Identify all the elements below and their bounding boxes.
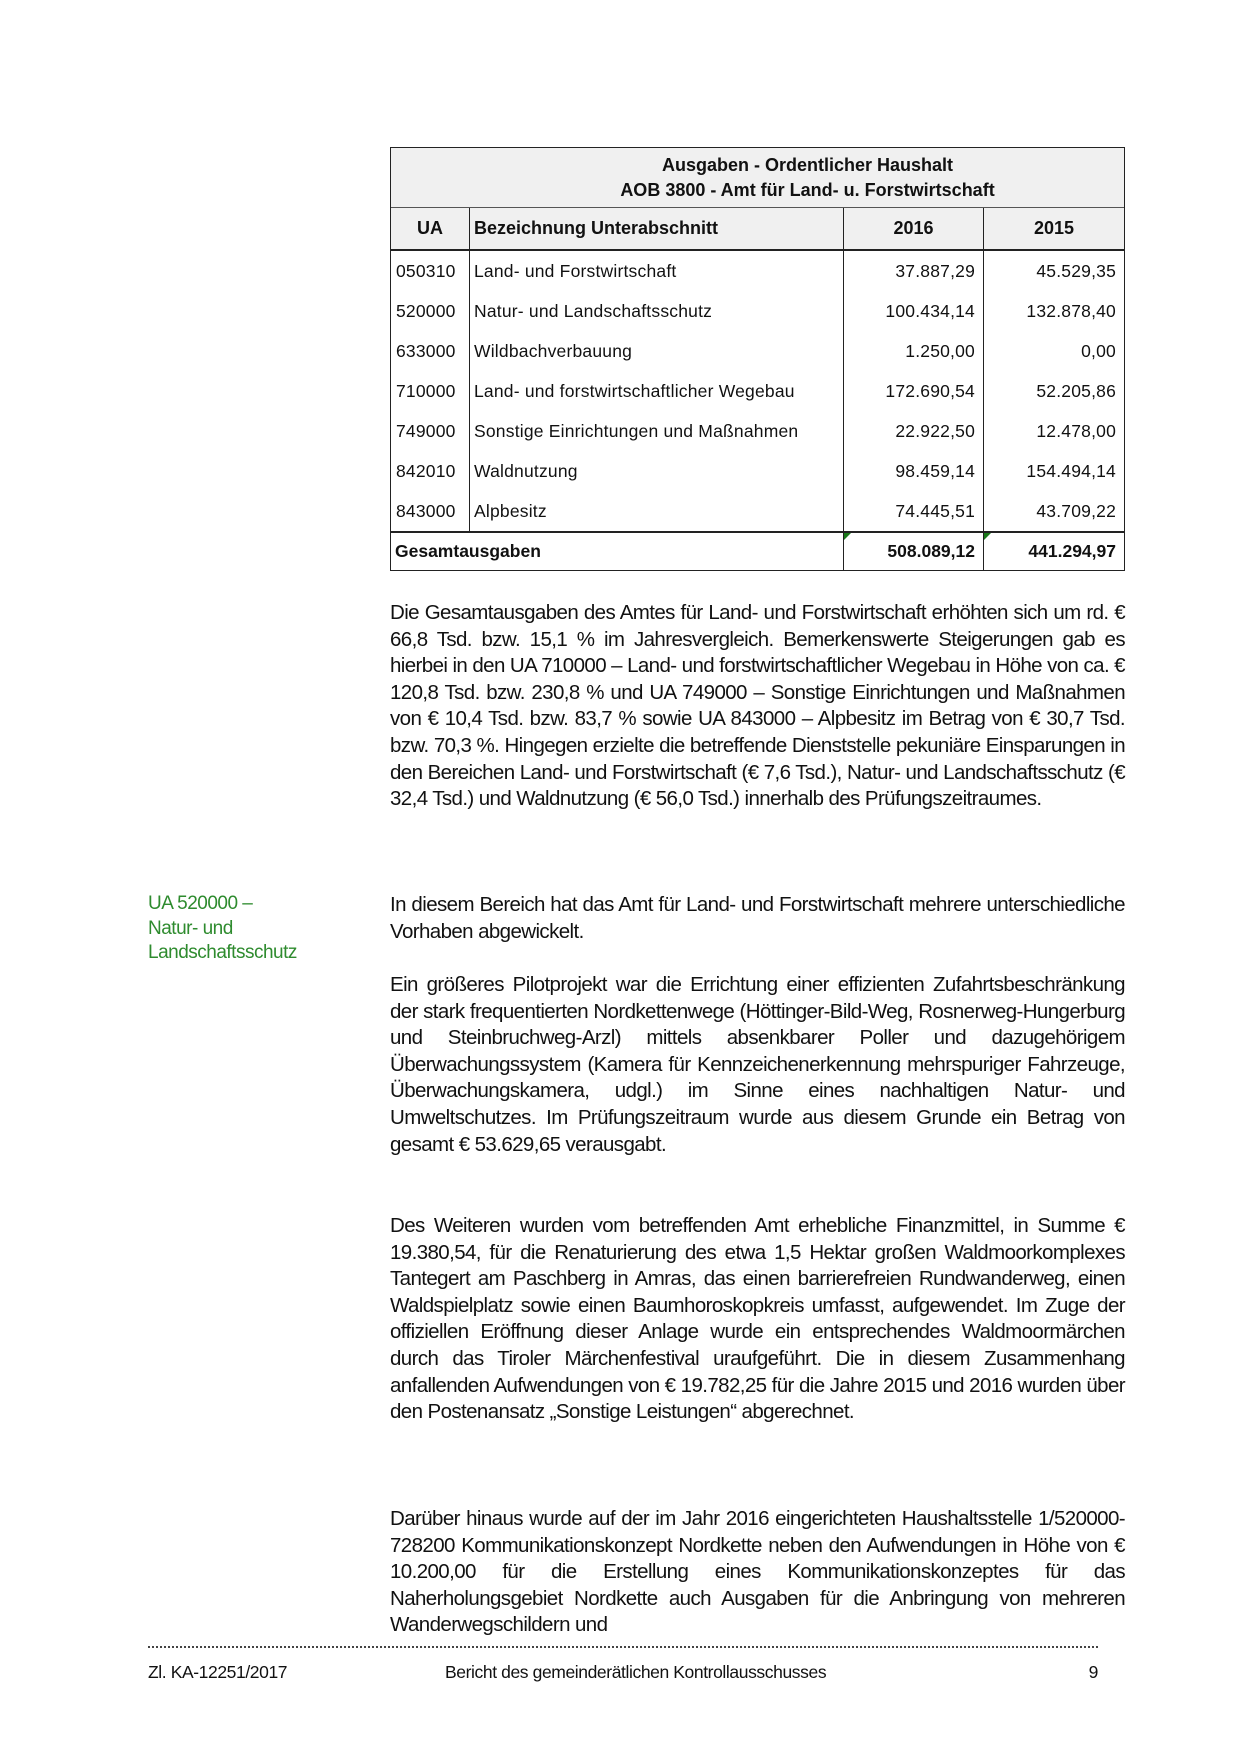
table-title-line2: AOB 3800 - Amt für Land- u. Forstwirtschaft [620, 179, 995, 200]
paragraph-summary [390, 600, 1125, 813]
table-row [391, 491, 1124, 531]
paragraph-communication-concept [390, 1506, 1125, 1639]
cell-2015: 154.494,14 [1026, 460, 1116, 481]
cell-ua: 633000 [391, 331, 470, 371]
cell-2016: 100.434,14 [844, 291, 984, 331]
total-2015 [984, 533, 1124, 570]
cell-name: Sonstige Einrichtungen und Maßnahmen [470, 411, 844, 451]
header-2016: 2016 [844, 208, 984, 249]
cell-ua: 843000 [391, 491, 470, 531]
margin-note-line2: Natur- und [148, 917, 233, 939]
cell-2016: 37.887,29 [844, 251, 984, 291]
table-title [391, 148, 1124, 208]
cell-name: Land- und forstwirtschaftlicher Wegebau [470, 371, 844, 411]
table-header-row [391, 208, 1124, 251]
paragraph-text: Ein größeres Pilotprojekt war die Errichtung einer effizienten Zufahrtsbeschränkung der stark frequentierten Nordkettenwege (Höttinger-Bild-Weg, Rosnerweg-Hungerburg und Steinbruchweg-Arzl) mittels absenkbarer Poller und dazugehörigem Überwachungssystem (Kamera für Kennzeichenerkennung mehrspuriger Fahrzeuge, Überwachungskamera, udgl.) im Sinne eines nachhaltigen Natur- und Umweltschutzes. Im Prüfungszeitraum wurde aus diesem Grunde ein Betrag von gesamt € 53.629,65 verausgabt. [390, 973, 1125, 1156]
cell-name: Land- und Forstwirtschaft [470, 251, 844, 291]
cell-2016: 22.922,50 [844, 411, 984, 451]
expenditure-table [390, 147, 1125, 571]
cell-ua: 749000 [391, 411, 470, 451]
cell-ua: 050310 [391, 251, 470, 291]
paragraph-text: Die Gesamtausgaben des Amtes für Land- und Forstwirtschaft erhöhten sich um rd. € 66,8 Tsd. bzw. 15,1 % im Jahresvergleich. Bemerkenswerte Steigerungen gab es hierbei in den UA 710000 – Land- und forstwirtschaftlicher Wegebau in Höhe von ca. € 120,8 Tsd. bzw. 230,8 % und UA 749000 – Sonstige Einrichtungen und Maßnahmen von € 10,4 Tsd. bzw. 83,7 % sowie UA 843000 – Alpbesitz im Betrag von € 30,7 Tsd. bzw. 70,3 %. Hingegen erzielte die betreffende Dienststelle pekuniäre Einsparungen in den Bereichen Land- und Forstwirtschaft (€ 7,6 Tsd.), Natur- und Landschaftsschutz (€ 32,4 Tsd.) und Waldnutzung (€ 56,0 Tsd.) innerhalb des Prüfungszeitraumes. [390, 601, 1125, 811]
paragraph-intro-520000 [390, 892, 1125, 945]
cell-ua: 842010 [391, 451, 470, 491]
table-row [391, 371, 1124, 411]
table-total-row [391, 531, 1124, 570]
cell-ua: 710000 [391, 371, 470, 411]
cell-2015: 0,00 [1081, 340, 1116, 361]
cell-2016: 172.690,54 [844, 371, 984, 411]
paragraph-text: Darüber hinaus wurde auf der im Jahr 2016 eingerichteten Haushaltsstelle 1/520000-728200 Kommunikationskonzept Nordkette neben den Aufwendungen in Höhe von € 10.200,00 für die Erstellung eines Kommunikationskonzeptes für das Naherholungsgebiet Nordkette auch Ausgaben für die Anbringung von mehreren Wanderwegschildern und [390, 1507, 1125, 1637]
cell-2015: 132.878,40 [1026, 300, 1116, 321]
formula-marker-icon [984, 533, 991, 540]
table-row [391, 411, 1124, 451]
header-2015: 2015 [1033, 218, 1075, 238]
header-ua: UA [391, 208, 470, 249]
cell-name: Waldnutzung [470, 451, 844, 491]
page-number: 9 [1088, 1662, 1098, 1682]
total-label: Gesamtausgaben [391, 533, 844, 570]
paragraph-text: In diesem Bereich hat das Amt für Land- und Forstwirtschaft mehrere unterschiedliche Vorhaben abgewickelt. [390, 893, 1125, 943]
cell-2015: 52.205,86 [1036, 380, 1116, 401]
paragraph-renaturation [390, 1213, 1125, 1426]
margin-note [148, 892, 348, 966]
table-row [391, 451, 1124, 491]
cell-2016: 74.445,51 [844, 491, 984, 531]
table-row [391, 331, 1124, 371]
header-name: Bezeichnung Unterabschnitt [470, 208, 844, 249]
cell-2016: 1.250,00 [844, 331, 984, 371]
cell-ua: 520000 [391, 291, 470, 331]
cell-name: Natur- und Landschaftsschutz [470, 291, 844, 331]
total-2015-value: 441.294,97 [1028, 541, 1116, 561]
cell-2016: 98.459,14 [844, 451, 984, 491]
cell-name: Wildbachverbauung [470, 331, 844, 371]
paragraph-pilot-project [390, 972, 1125, 1158]
margin-note-line3: Landschaftsschutz [148, 942, 297, 963]
formula-marker-icon [844, 533, 851, 540]
table-row [391, 251, 1124, 291]
table-title-line1: Ausgaben - Ordentlicher Haushalt [661, 154, 954, 175]
footer-reference: Zl. KA-12251/2017 [148, 1662, 288, 1682]
total-2016-value: 508.089,12 [887, 541, 975, 561]
cell-name: Alpbesitz [470, 491, 844, 531]
cell-2015: 45.529,35 [1036, 260, 1116, 281]
cell-2015: 12.478,00 [1036, 420, 1116, 441]
paragraph-text: Des Weiteren wurden vom betreffenden Amt erhebliche Finanzmittel, in Summe € 19.380,54, für die Renaturierung des etwa 1,5 Hektar großen Waldmoorkomplexes Tantegert am Paschberg in Amras, das einen barrierefreien Rundwanderweg, einen Waldspielplatz sowie einen Baumhoroskopkreis umfasst, aufgewendet. Im Zuge der offiziellen Eröffnung dieser Anlage wurde ein entsprechendes Waldmoormärchen durch das Tiroler Märchenfestival uraufgeführt. Die in diesem Zusammenhang anfallenden Aufwendungen von € 19.782,25 für die Jahre 2015 und 2016 wurden über den Postenansatz „Sonstige Leistungen“ abgerechnet. [390, 1214, 1125, 1424]
footer-title: Bericht des gemeinderätlichen Kontrollausschusses [445, 1662, 827, 1682]
total-2016 [844, 533, 984, 570]
margin-note-line1: UA 520000 – [148, 893, 253, 914]
cell-2015: 43.709,22 [1036, 500, 1116, 521]
table-row [391, 291, 1124, 331]
footer-divider [148, 1646, 1098, 1648]
